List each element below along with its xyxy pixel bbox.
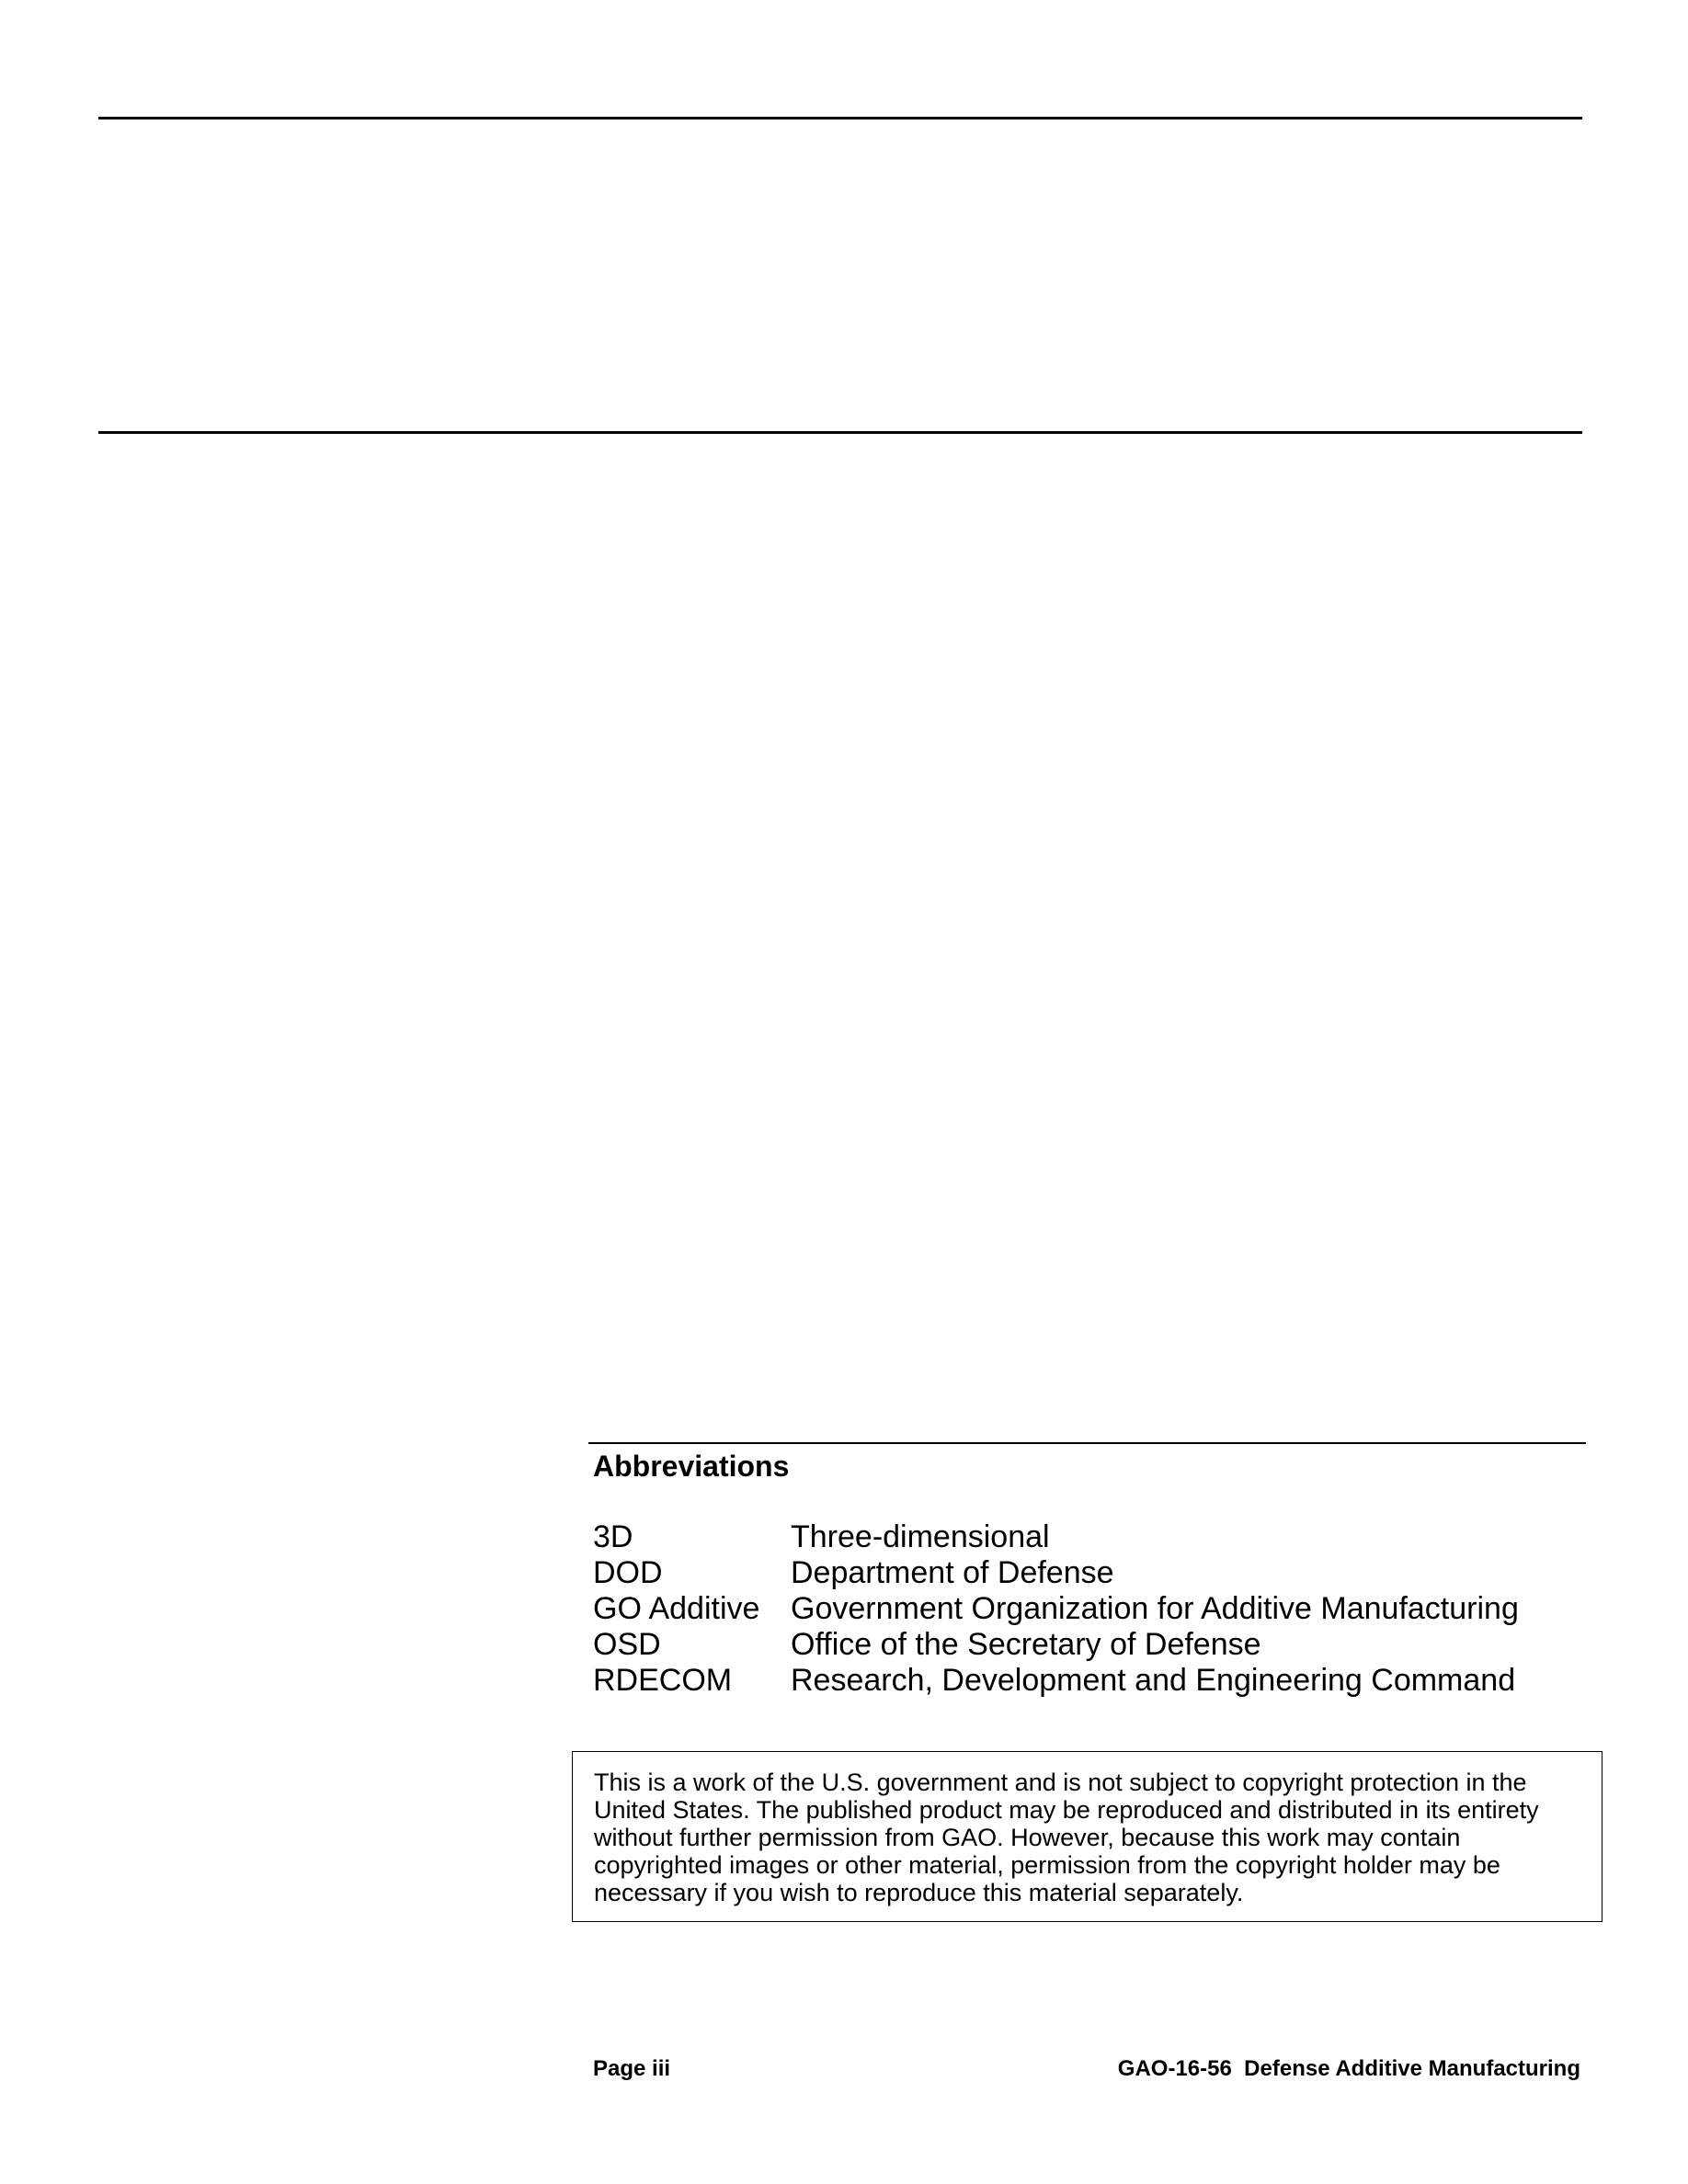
notice-line: This is a work of the U.S. government and is not subject to copyright protection in the <box>594 1769 1527 1796</box>
top-divider-rule <box>98 117 1582 119</box>
abbreviation-code: 3D <box>593 1519 633 1554</box>
abbreviation-meaning: Research, Development and Engineering Command <box>791 1663 1516 1698</box>
abbreviation-code: GO Additive <box>593 1591 760 1626</box>
notice-line: United States. The published product may be reproduced and distributed in its entirety <box>594 1796 1539 1824</box>
copyright-notice-box <box>572 1751 1602 1922</box>
abbreviation-row <box>593 1627 1519 1663</box>
second-divider-rule <box>98 431 1582 434</box>
abbreviations-list <box>593 1519 1519 1699</box>
notice-line: necessary if you wish to reproduce this material separately. <box>594 1879 1244 1906</box>
notice-line: copyrighted images or other material, permission from the copyright holder may be <box>594 1851 1500 1879</box>
abbreviation-code: OSD <box>593 1627 661 1662</box>
abbreviation-row <box>593 1591 1519 1627</box>
abbreviation-meaning: Three-dimensional <box>791 1519 1050 1554</box>
abbreviation-row <box>593 1519 1519 1555</box>
abbreviations-rule <box>588 1442 1586 1444</box>
abbreviation-meaning: Government Organization for Additive Manufacturing <box>791 1591 1519 1626</box>
page-number: Page iii <box>593 2056 671 2081</box>
abbreviation-meaning: Office of the Secretary of Defense <box>791 1627 1261 1662</box>
abbreviation-meaning: Department of Defense <box>791 1555 1114 1590</box>
abbreviation-code: DOD <box>593 1555 663 1590</box>
abbreviations-heading: Abbreviations <box>593 1450 790 1483</box>
report-title: GAO-16-56 Defense Additive Manufacturing <box>1117 2056 1580 2081</box>
notice-line: without further permission from GAO. However, because this work may contain <box>594 1824 1461 1851</box>
abbreviation-row <box>593 1555 1519 1591</box>
abbreviation-row <box>593 1663 1519 1699</box>
abbreviation-code: RDECOM <box>593 1663 733 1698</box>
